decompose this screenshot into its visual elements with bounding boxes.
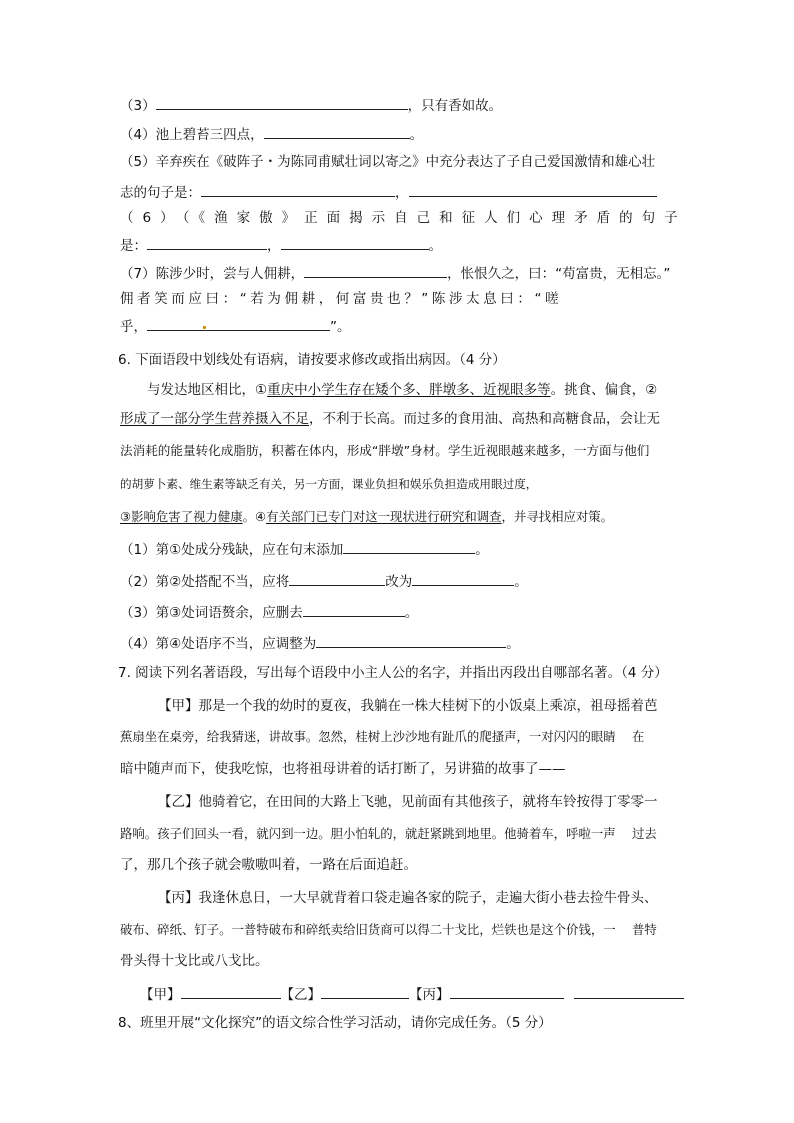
q5-item-7-line2: 佣者笑而应曰：“若为佣耕，何富贵也？”陈涉太息曰：“嗟 (120, 291, 563, 307)
q7-bing-line1: 【丙】我逢休息日，一大早就背着口袋走遍各家的院子，走遍大街小巷去捡牛骨头、 (158, 890, 658, 906)
q7-title: 7. 阅读下列名著语段，写出每个语段中小主人公的名字，并指出丙段出自哪部名著。（4 分） (118, 665, 668, 681)
q5-item-6-line1: （6）（《渔家傲》正面揭示自己和征人们心理矛盾的句子 (120, 210, 687, 226)
q5-item-4: （4）池上碧苔三四点， 。 (120, 124, 423, 144)
answer-blank[interactable] (316, 633, 506, 648)
q6-para-line1: 与发达地区相比，①重庆中小学生存在矮个多、胖墩多、近视眼多等。挑食、偏食，② (147, 382, 658, 398)
q8-title: 8、班里开展“文化探究”的语文综合性学习活动，请你完成任务。（5 分） (118, 1015, 552, 1031)
q6-answer-1: （1）第①处成分残缺，应在句末添加 。 (120, 539, 489, 559)
q7-jia-line1: 【甲】那是一个我的幼时的夏夜，我躺在一株大桂树下的小饭桌上乘凉，祖母摇着芭 (158, 698, 658, 714)
q6-para-line2: 形成了一部分学生营养摄入不足，不利于长高。而过多的食用油、高热和高糖食品，会让无 (120, 411, 660, 427)
q6-para-line5: ③影响危害了视力健康。④有关部门已专门对这一现状进行研究和调查，并寻找相应对策。 (120, 509, 614, 524)
q7-bing-line3: 骨头得十戈比或八戈比。 (120, 953, 269, 969)
q6-answer-3: （3）第③处词语赘余，应删去 。 (120, 602, 418, 622)
answer-blank[interactable] (181, 984, 281, 999)
answer-blank[interactable] (201, 182, 395, 197)
ink-dot (203, 326, 206, 329)
q5-item-3: （3） ，只有香如故。 (120, 95, 502, 115)
q6-para-line3: 法消耗的能量转化成脂肪，积蓄在体内，形成“胖墩”身材。学生近视眼越来越多，一方面与他们 (120, 443, 650, 458)
q5-item-5-line1: （5）辛弃疾在《破阵子・为陈同甫赋壮词以寄之》中充分表达了子自己爱国激情和雄心壮 (120, 154, 656, 170)
q7-yi-line3: 了，那几个孩子就会嗷嗷叫着，一路在后面追赶。 (120, 857, 417, 873)
answer-blank[interactable] (343, 539, 475, 554)
q7-bing-line2: 破布、碎纸、钉子。一普特破布和碎纸卖给旧货商可以得二十戈比，烂铁也是这个价钱，一 普特 (120, 922, 657, 937)
answer-blank[interactable] (147, 316, 330, 331)
answer-blank[interactable] (304, 263, 447, 278)
q6-answer-2: （2）第②处搭配不当，应将 改为 。 (120, 571, 528, 591)
q5-item-6-line2: 是： ， 。 (120, 235, 442, 255)
answer-blank[interactable] (264, 124, 410, 139)
q6-title: 6. 下面语段中划线处有语病，请按要求修改或指出病因。（4 分） (118, 352, 506, 368)
q5-item-5-line2: 志的句子是： ， (120, 182, 657, 202)
answer-blank[interactable] (147, 235, 267, 250)
q5-item-7-line1: （7）陈涉少时，尝与人佣耕， ，怅恨久之，曰：“苟富贵，无相忘。” (120, 263, 670, 283)
q7-jia-line2: 蕉扇坐在桌旁，给我猜迷，讲故事。忽然，桂树上沙沙地有趾爪的爬搔声，一对闪闪的眼睛 在 (120, 729, 645, 744)
q7-yi-line2: 路响。孩子们回头一看，就闪到一边。胆小怕轧的，就赶紧跳到地里。他骑着车，呼啦一声 过去 (120, 826, 657, 841)
answer-blank[interactable] (321, 984, 409, 999)
answer-blank[interactable] (412, 571, 514, 586)
q7-jia-line3: 暗中随声而下，使我吃惊，也将祖母讲着的话打断了，另讲猫的故事了—— (120, 761, 566, 777)
answer-blank[interactable] (281, 235, 429, 250)
q5-item-7-line3: 乎， ”。 (120, 316, 351, 336)
answer-blank[interactable] (450, 984, 564, 999)
q6-para-line4: 的胡萝卜素、维生素等缺乏有关，另一方面，课业负担和娱乐负担造成用眼过度， (120, 477, 538, 491)
answer-blank[interactable] (409, 182, 657, 197)
answer-blank[interactable] (574, 984, 684, 999)
q6-answer-4: （4）第④处语序不当，应调整为 。 (120, 633, 520, 653)
answer-blank[interactable] (289, 571, 385, 586)
answer-blank[interactable] (156, 95, 408, 110)
q7-yi-line1: 【乙】他骑着它，在田间的大路上飞驰，见前面有其他孩子，就将车铃按得丁零零一 (158, 794, 658, 810)
q7-answer-row: 【甲】 【乙】 【丙】 (140, 984, 684, 1004)
answer-blank[interactable] (303, 602, 405, 617)
